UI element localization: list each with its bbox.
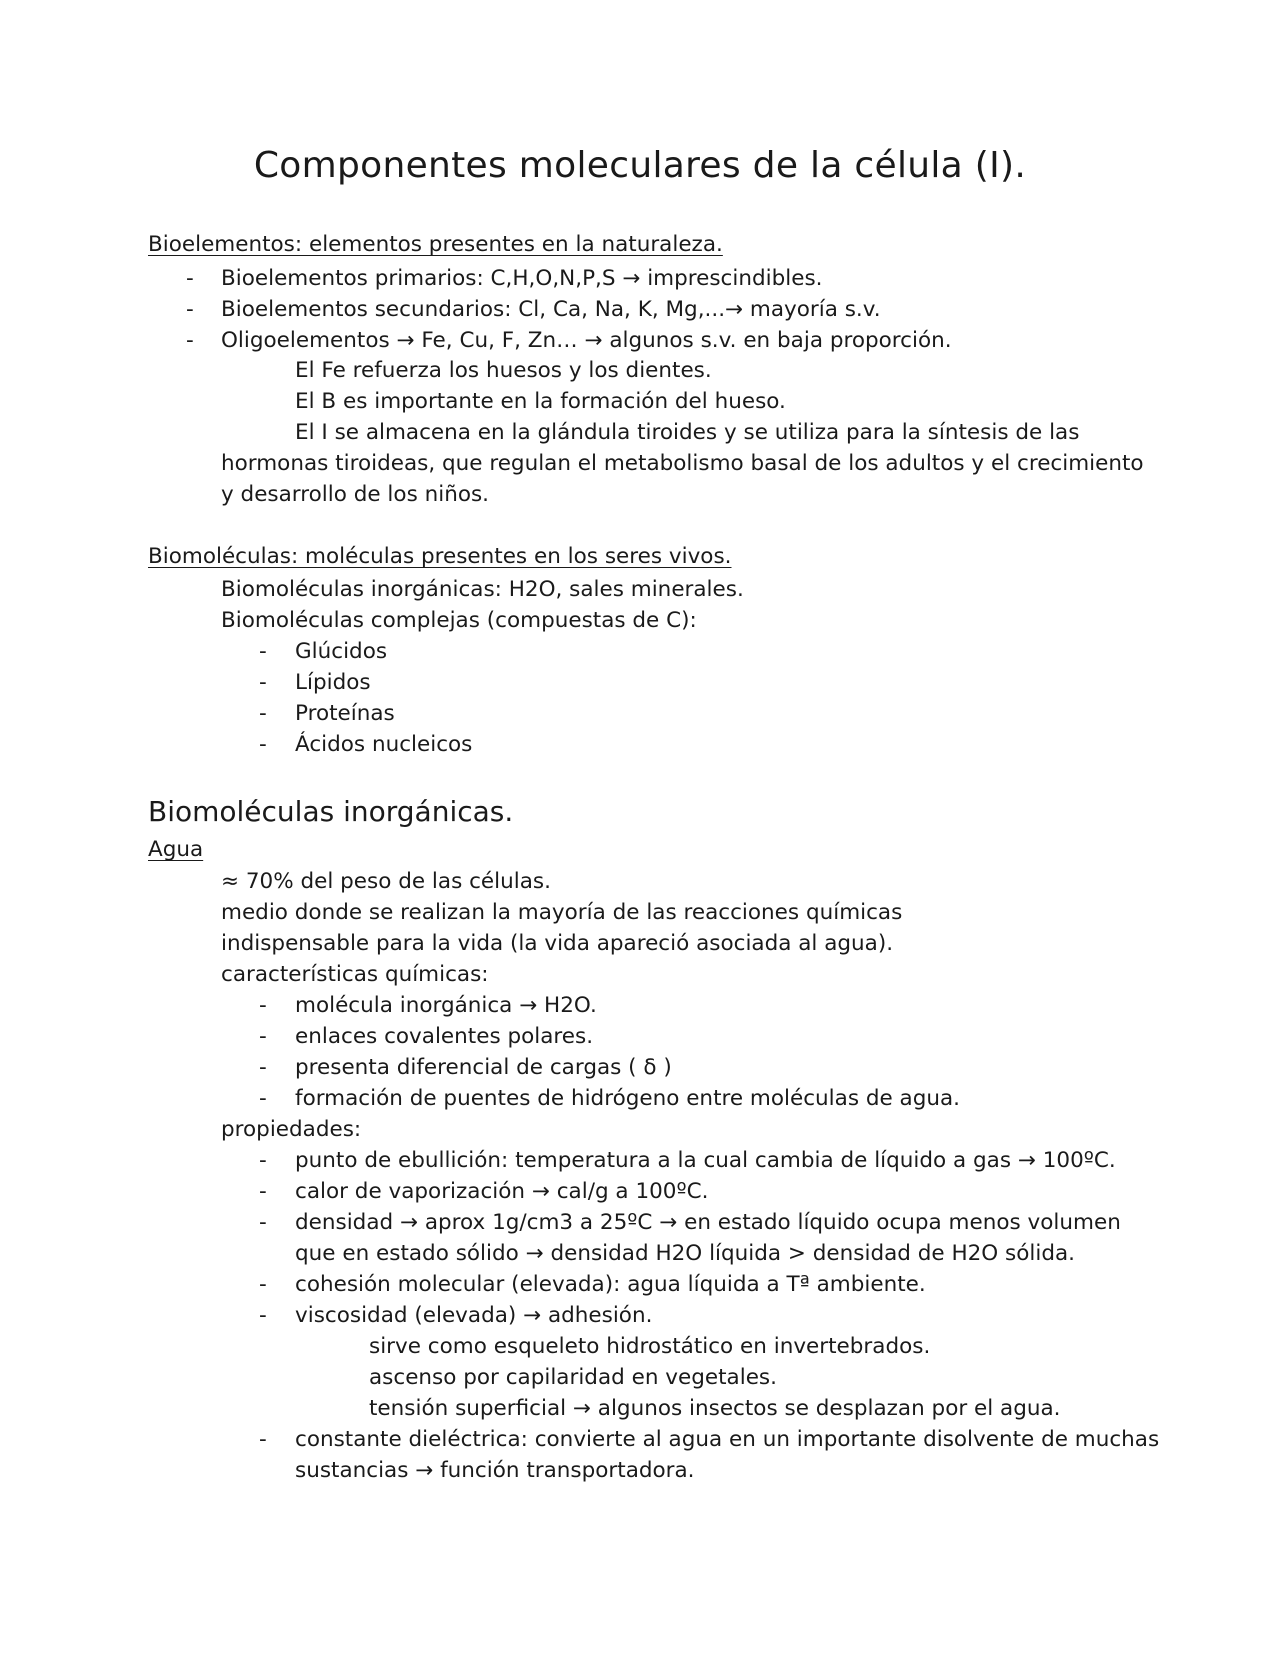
bullet-dash: - bbox=[259, 1179, 267, 1204]
text-line: propiedades: bbox=[221, 1117, 362, 1142]
bullet-dash: - bbox=[259, 1272, 267, 1297]
list-item: Glúcidos bbox=[295, 639, 388, 664]
text-line: medio donde se realizan la mayoría de las reacciones químicas bbox=[221, 900, 903, 925]
bullet-dash: - bbox=[259, 1024, 267, 1049]
bullet-dash: - bbox=[259, 1303, 267, 1328]
bullet-dash: - bbox=[259, 1210, 267, 1235]
note-line: El Fe refuerza los huesos y los dientes. bbox=[295, 358, 712, 383]
list-item: presenta diferencial de cargas ( δ ) bbox=[295, 1055, 672, 1080]
subheading-agua: Agua bbox=[148, 837, 204, 862]
bullet-dash: - bbox=[259, 1148, 267, 1173]
list-item: calor de vaporización → cal/g a 100ºC. bbox=[295, 1179, 709, 1204]
text-line: Biomoléculas complejas (compuestas de C): bbox=[221, 608, 697, 633]
list-item: cohesión molecular (elevada): agua líquida a Tª ambiente. bbox=[295, 1272, 926, 1297]
list-item: molécula inorgánica → H2O. bbox=[295, 993, 597, 1018]
bullet-dash: - bbox=[186, 328, 194, 353]
list-item: formación de puentes de hidrógeno entre moléculas de agua. bbox=[295, 1086, 961, 1111]
text-line: características químicas: bbox=[221, 962, 489, 987]
bullet-dash: - bbox=[186, 297, 194, 322]
section-heading-biomoleculas: Biomoléculas: moléculas presentes en los seres vivos. bbox=[148, 544, 732, 569]
list-item-continuation: que en estado sólido → densidad H2O líquida > densidad de H2O sólida. bbox=[295, 1241, 1076, 1266]
list-item-continuation: sustancias → función transportadora. bbox=[295, 1458, 695, 1483]
bullet-dash: - bbox=[186, 266, 194, 291]
list-item: punto de ebullición: temperatura a la cual cambia de líquido a gas → 100ºC. bbox=[295, 1148, 1116, 1173]
note-line: sirve como esqueleto hidrostático en invertebrados. bbox=[369, 1334, 931, 1359]
list-item: densidad → aprox 1g/cm3 a 25ºC → en estado líquido ocupa menos volumen bbox=[295, 1210, 1121, 1235]
section-heading-inorganicas: Biomoléculas inorgánicas. bbox=[148, 795, 514, 828]
bullet-dash: - bbox=[259, 993, 267, 1018]
bullet-dash: - bbox=[259, 732, 267, 757]
list-item: Ácidos nucleicos bbox=[295, 732, 473, 757]
list-item: viscosidad (elevada) → adhesión. bbox=[295, 1303, 653, 1328]
list-item: Bioelementos secundarios: Cl, Ca, Na, K, Mg,...→ mayoría s.v. bbox=[221, 297, 881, 322]
bullet-dash: - bbox=[259, 639, 267, 664]
text-line: Biomoléculas inorgánicas: H2O, sales minerales. bbox=[221, 577, 744, 602]
bullet-dash: - bbox=[259, 670, 267, 695]
list-item: Bioelementos primarios: C,H,O,N,P,S → imprescindibles. bbox=[221, 266, 823, 291]
bullet-dash: - bbox=[259, 1055, 267, 1080]
note-line: tensión superficial → algunos insectos se desplazan por el agua. bbox=[369, 1396, 1061, 1421]
bullet-dash: - bbox=[259, 701, 267, 726]
list-item: constante dieléctrica: convierte al agua en un importante disolvente de muchas bbox=[295, 1427, 1160, 1452]
list-item: Lípidos bbox=[295, 670, 371, 695]
text-line: ≈ 70% del peso de las células. bbox=[221, 869, 551, 894]
note-line: El B es importante en la formación del hueso. bbox=[295, 389, 786, 414]
list-item: enlaces covalentes polares. bbox=[295, 1024, 594, 1049]
section-heading-bioelementos: Bioelementos: elementos presentes en la naturaleza. bbox=[148, 232, 723, 257]
text-line: indispensable para la vida (la vida apareció asociada al agua). bbox=[221, 931, 894, 956]
note-line: y desarrollo de los niños. bbox=[221, 482, 490, 507]
note-line: ascenso por capilaridad en vegetales. bbox=[369, 1365, 777, 1390]
note-line: El I se almacena en la glándula tiroides y se utiliza para la síntesis de las bbox=[295, 420, 1080, 445]
note-line: hormonas tiroideas, que regulan el metabolismo basal de los adultos y el crecimiento bbox=[221, 451, 1144, 476]
bullet-dash: - bbox=[259, 1086, 267, 1111]
list-item: Oligoelementos → Fe, Cu, F, Zn… → algunos s.v. en baja proporción. bbox=[221, 328, 952, 353]
page-title: Componentes moleculares de la célula (I). bbox=[253, 145, 1027, 186]
list-item: Proteínas bbox=[295, 701, 395, 726]
bullet-dash: - bbox=[259, 1427, 267, 1452]
